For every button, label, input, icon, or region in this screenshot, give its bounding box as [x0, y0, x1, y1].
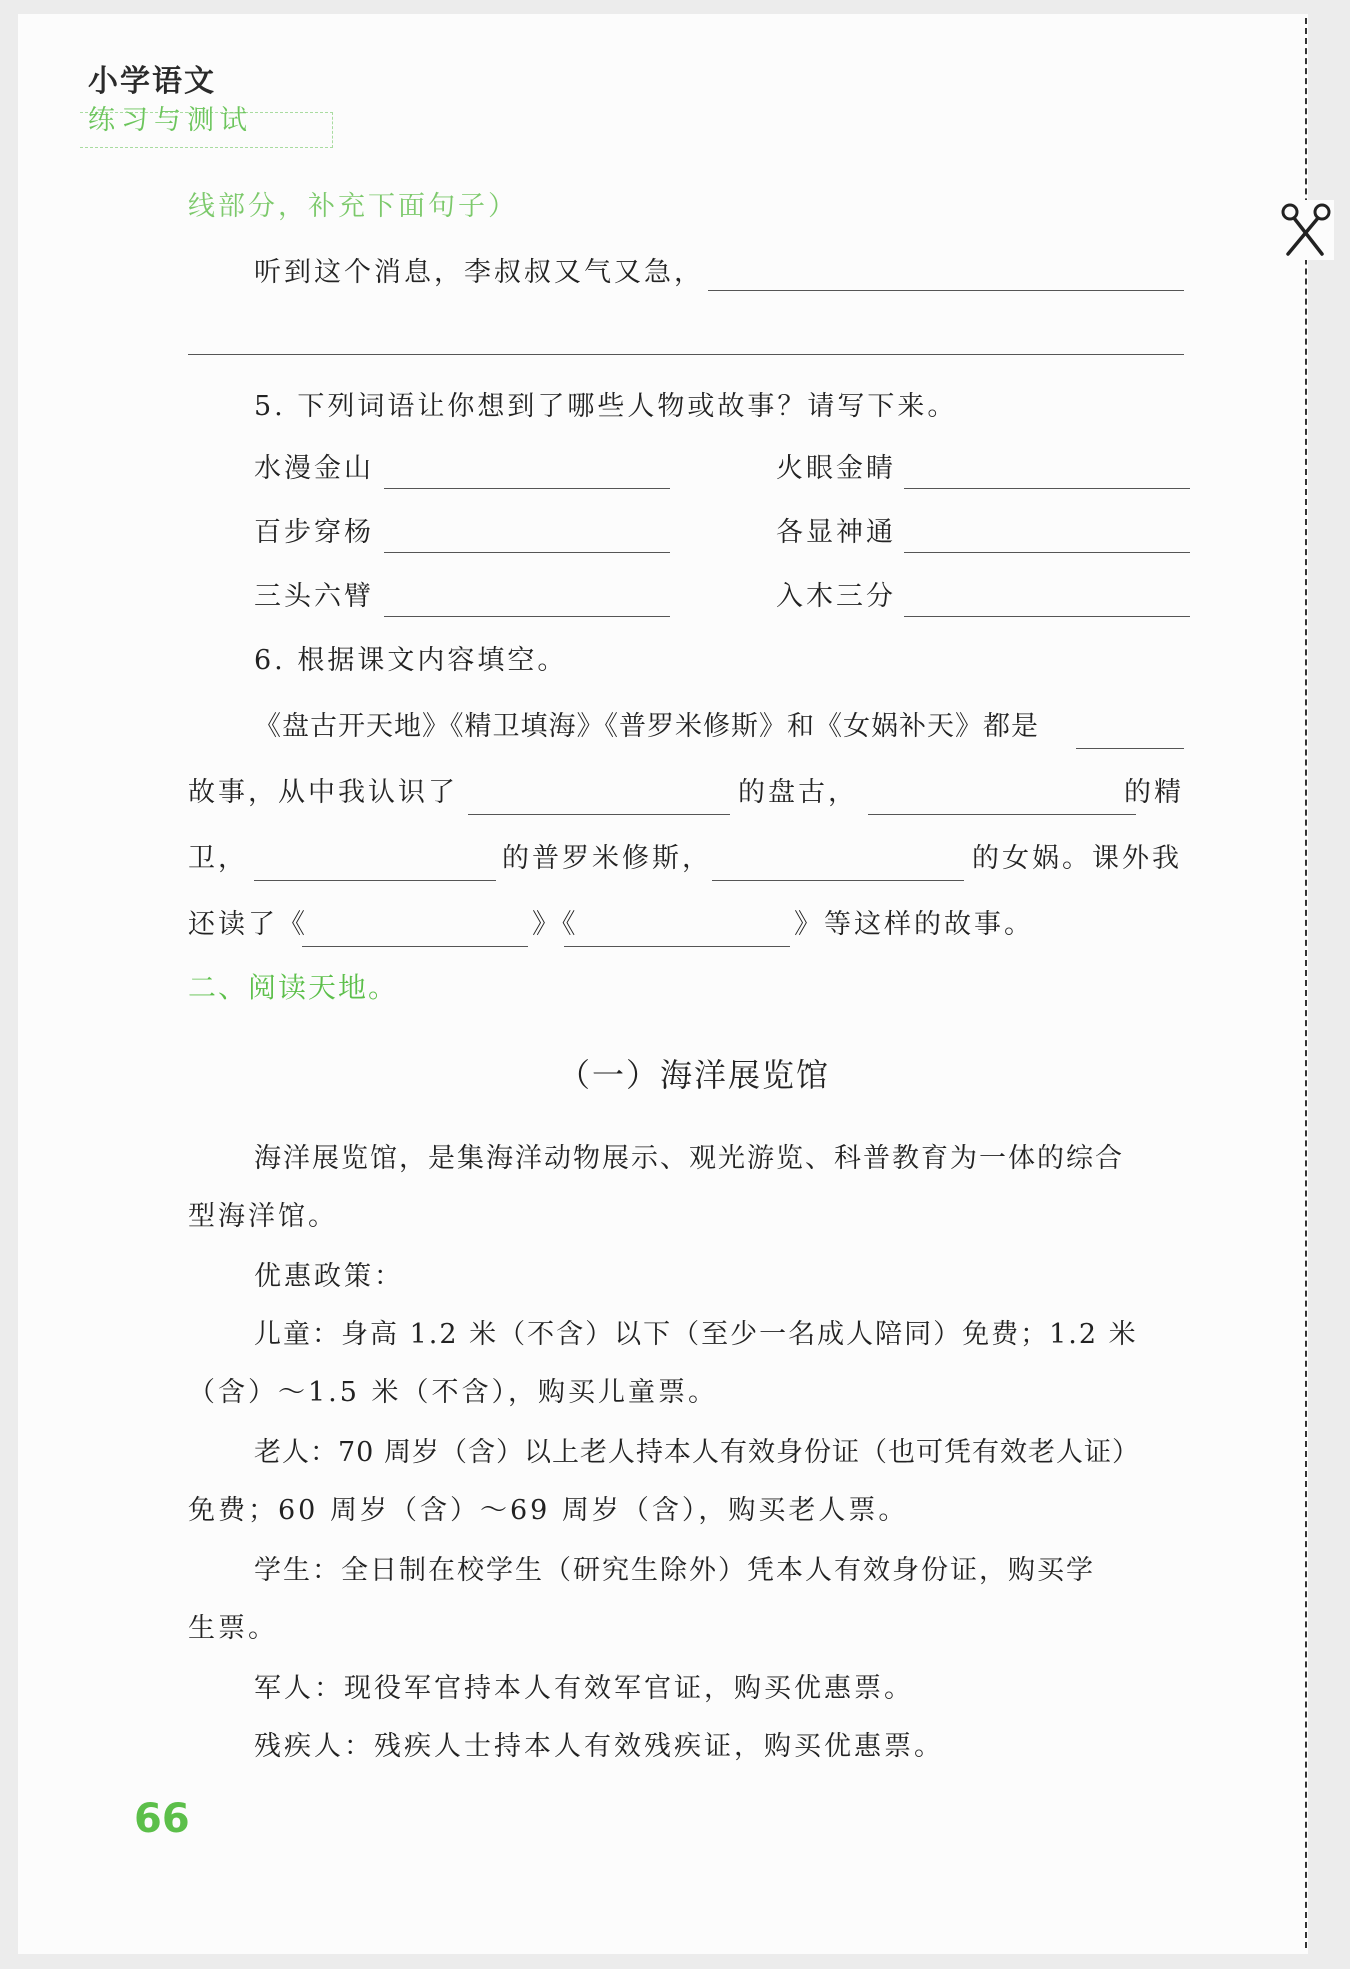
q6-blank-jingwei[interactable]: [868, 814, 1136, 815]
policy-children-2: （含）～1.5 米（不含），购买儿童票。: [188, 1377, 719, 1408]
q4-instruction-tail: 线部分，补充下面句子）: [188, 191, 518, 222]
q5-answer-blank[interactable]: [904, 488, 1190, 489]
q6-blank-nuwa[interactable]: [712, 880, 964, 881]
policy-heading: 优惠政策：: [254, 1261, 404, 1292]
q4-answer-blank-1[interactable]: [708, 290, 1184, 291]
q6-line-4b: 》《: [532, 909, 579, 940]
cut-line: [1305, 18, 1307, 1948]
q6-blank-book-1[interactable]: [302, 946, 528, 947]
q6-blank-pangu[interactable]: [468, 814, 730, 815]
workbook-page: [18, 14, 1308, 1954]
q6-blank-book-2[interactable]: [564, 946, 790, 947]
q5-answer-blank[interactable]: [384, 616, 670, 617]
header-subtitle: 练习与测试: [88, 105, 253, 136]
policy-student-2: 生票。: [188, 1613, 278, 1644]
q6-line-2a: 故事，从中我认识了: [188, 777, 458, 808]
q5-prompt: 5. 下列词语让你想到了哪些人物或故事？请写下来。: [254, 391, 958, 422]
q5-idiom: 入木三分: [776, 581, 896, 612]
q5-answer-blank[interactable]: [904, 552, 1190, 553]
q6-blank-story-type[interactable]: [1076, 748, 1184, 749]
q5-idiom: 三头六臂: [254, 581, 374, 612]
q6-line-3c: 的女娲。课外我: [972, 843, 1182, 874]
q6-line-3a: 卫，: [188, 843, 248, 874]
q5-idiom: 水漫金山: [254, 453, 374, 484]
q6-line-4c: 》等这样的故事。: [794, 909, 1034, 940]
passage-intro-1: 海洋展览馆，是集海洋动物展示、观光游览、科普教育为一体的综合: [254, 1143, 1124, 1174]
header-title: 小学语文: [88, 64, 216, 99]
q6-line-4a: 还读了《: [188, 909, 308, 940]
policy-military: 军人：现役军官持本人有效军官证，购买优惠票。: [254, 1673, 914, 1704]
q5-answer-blank[interactable]: [384, 552, 670, 553]
page-number: 66: [134, 1796, 190, 1842]
q6-prompt: 6. 根据课文内容填空。: [254, 645, 568, 676]
q5-idiom: 火眼金睛: [776, 453, 896, 484]
q6-line-3b: 的普罗米修斯，: [502, 843, 712, 874]
policy-student-1: 学生：全日制在校学生（研究生除外）凭本人有效身份证，购买学: [254, 1555, 1095, 1586]
policy-children-1: 儿童：身高 1.2 米（不含）以下（至少一名成人陪同）免费；1.2 米: [254, 1319, 1138, 1350]
policy-elderly-1: 老人：70 周岁（含）以上老人持本人有效身份证（也可凭有效老人证）: [254, 1437, 1140, 1468]
q6-line-1: 《盘古开天地》《精卫填海》《普罗米修斯》和《女娲补天》都是: [254, 711, 1039, 742]
passage-title: （一）海洋展览馆: [558, 1056, 831, 1094]
q5-answer-blank[interactable]: [904, 616, 1190, 617]
passage-intro-2: 型海洋馆。: [188, 1201, 338, 1232]
policy-disabled: 残疾人：残疾人士持本人有效残疾证，购买优惠票。: [254, 1731, 944, 1762]
q5-idiom: 百步穿杨: [254, 517, 374, 548]
q5-idiom: 各显神通: [776, 517, 896, 548]
q5-answer-blank[interactable]: [384, 488, 670, 489]
policy-elderly-2: 免费；60 周岁（含）～69 周岁（含），购买老人票。: [188, 1495, 909, 1526]
q6-line-2b: 的盘古，: [738, 777, 858, 808]
q6-blank-prometheus[interactable]: [254, 880, 496, 881]
q4-sentence: 听到这个消息，李叔叔又气又急，: [254, 257, 704, 288]
q6-line-2c: 的精: [1124, 777, 1184, 808]
scissors-icon: [1278, 200, 1334, 260]
q4-answer-blank-2[interactable]: [188, 354, 1184, 355]
section-2-title: 二、阅读天地。: [188, 971, 399, 1004]
